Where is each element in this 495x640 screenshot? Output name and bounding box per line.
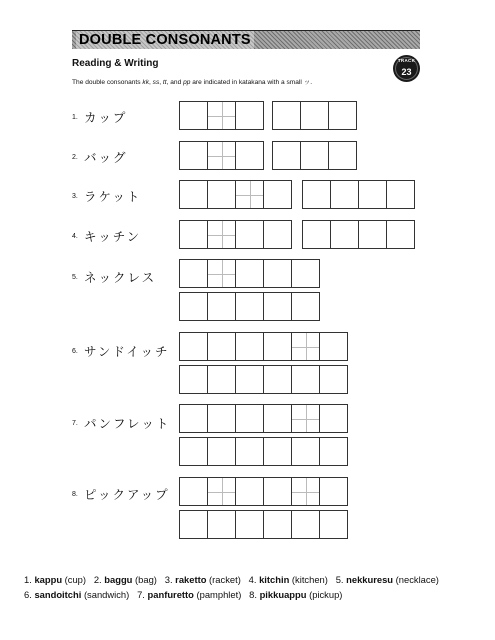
practice-item-5 [72,268,156,286]
writing-grid [179,292,319,321]
writing-grid [179,220,291,249]
writing-grid [179,101,263,130]
answer-romaji: baggu [104,574,133,585]
writing-grid [179,259,319,288]
item-number: 5. [72,273,78,281]
answer-romaji: pikkuappu [259,589,307,600]
answer-meaning: (bag) [135,574,157,585]
writing-box[interactable] [207,365,236,394]
practice-item-2 [72,148,128,166]
writing-box[interactable] [291,437,320,466]
item-katakana: パンフレット [84,416,171,431]
answer-number: 6. [24,589,32,600]
item-number: 3. [72,192,78,200]
writing-grid [179,365,347,394]
writing-box[interactable] [235,365,264,394]
writing-box[interactable] [179,332,208,361]
writing-box[interactable] [207,180,236,209]
writing-grid [179,477,347,506]
writing-box[interactable] [207,404,236,433]
writing-box[interactable] [300,141,329,170]
track-badge [393,55,420,82]
writing-box[interactable] [263,332,292,361]
writing-box[interactable] [179,101,208,130]
writing-grid [272,101,356,130]
writing-box[interactable] [207,101,236,130]
writing-box[interactable] [179,404,208,433]
writing-box[interactable] [328,101,357,130]
writing-box[interactable] [291,365,320,394]
answer-number: 1. [24,574,32,585]
answer-key [24,572,484,602]
writing-grid [179,510,347,539]
writing-box[interactable] [207,510,236,539]
writing-box[interactable] [235,292,264,321]
answer-line-2 [24,587,484,602]
writing-box[interactable] [179,437,208,466]
item-katakana: ラケット [84,189,142,204]
writing-box[interactable] [263,292,292,321]
writing-grid [272,141,356,170]
answer-meaning: (sandwich) [83,589,130,600]
item-katakana: カップ [84,110,128,125]
writing-box[interactable] [263,477,292,506]
writing-box[interactable] [330,180,359,209]
writing-box[interactable] [300,101,329,130]
writing-box[interactable] [207,437,236,466]
answer-number: 2. [93,574,102,585]
writing-box[interactable] [235,510,264,539]
practice-item-1 [72,108,127,126]
writing-box[interactable] [235,180,264,209]
writing-box[interactable] [358,180,387,209]
writing-box[interactable] [207,141,236,170]
writing-box[interactable] [207,220,236,249]
writing-grid [179,404,347,433]
writing-box[interactable] [235,101,264,130]
writing-grid [302,220,414,249]
writing-box[interactable] [263,510,292,539]
writing-box[interactable] [235,477,264,506]
item-katakana: サンドイッチ [84,344,170,359]
writing-box[interactable] [207,292,236,321]
answer-meaning: (pickup) [309,589,343,600]
writing-box[interactable] [291,332,320,361]
answer-romaji: raketto [175,574,207,585]
item-katakana: ピックアップ [84,487,170,502]
writing-box[interactable] [319,477,348,506]
writing-box[interactable] [358,220,387,249]
writing-box[interactable] [235,437,264,466]
writing-box[interactable] [179,141,208,170]
writing-grid [302,180,414,209]
answer-meaning: (necklace) [395,574,439,585]
writing-box[interactable] [179,180,208,209]
writing-box[interactable] [179,510,208,539]
writing-box[interactable] [207,477,236,506]
answer-meaning: (cup) [64,574,87,585]
answer-meaning: (pamphlet) [196,589,242,600]
writing-box[interactable] [179,292,208,321]
writing-box[interactable] [179,477,208,506]
writing-box[interactable] [207,259,236,288]
writing-grid [179,437,347,466]
answer-romaji: kitchin [259,574,290,585]
writing-box[interactable] [319,365,348,394]
answer-meaning: (kitchen) [291,574,328,585]
writing-box[interactable] [291,404,320,433]
writing-box[interactable] [263,365,292,394]
writing-box[interactable] [319,510,348,539]
answer-number: 8. [249,589,257,600]
track-number: 23 [401,67,412,77]
writing-box[interactable] [235,259,264,288]
section-title: Reading & Writing [72,58,159,69]
writing-box[interactable] [263,259,292,288]
writing-box[interactable] [263,437,292,466]
answer-romaji: sandoitchi [34,589,82,600]
writing-box[interactable] [179,365,208,394]
instruction-text: The double consonants kk, ss, tt, and pp are indicated in katakana with a small ッ. [72,79,313,86]
writing-box[interactable] [179,259,208,288]
answer-number: 4. [248,574,257,585]
writing-box[interactable] [263,180,292,209]
writing-box[interactable] [272,101,301,130]
practice-item-4 [72,227,141,245]
answer-romaji: kappu [34,574,63,585]
writing-box[interactable] [386,180,415,209]
writing-box[interactable] [319,332,348,361]
writing-box[interactable] [235,141,264,170]
writing-box[interactable] [319,437,348,466]
item-number: 2. [72,153,78,161]
item-number: 4. [72,232,78,240]
item-number: 7. [72,419,78,427]
writing-box[interactable] [302,220,331,249]
practice-item-3 [72,187,141,205]
writing-box[interactable] [291,259,320,288]
answer-romaji: nekkuresu [346,574,394,585]
writing-box[interactable] [263,220,292,249]
answer-number: 7. [137,589,145,600]
item-number: 8. [72,490,78,498]
practice-item-7 [72,414,170,432]
writing-box[interactable] [207,332,236,361]
writing-box[interactable] [291,477,320,506]
title-banner [72,30,420,49]
answer-number: 3. [164,574,173,585]
writing-box[interactable] [291,292,320,321]
writing-grid [179,141,263,170]
item-number: 6. [72,347,78,355]
writing-box[interactable] [235,404,264,433]
writing-box[interactable] [263,404,292,433]
page-title: DOUBLE CONSONANTS [76,31,254,49]
practice-item-6 [72,342,170,360]
writing-box[interactable] [235,332,264,361]
item-katakana: ネックレス [84,270,157,285]
writing-box[interactable] [179,220,208,249]
answer-meaning: (racket) [209,574,241,585]
answer-number: 5. [335,574,344,585]
writing-box[interactable] [328,141,357,170]
writing-box[interactable] [302,180,331,209]
writing-grid [179,332,347,361]
item-katakana: バッグ [84,150,128,165]
item-katakana: キッチン [84,229,142,244]
item-number: 1. [72,113,78,121]
answer-romaji: panfuretto [147,589,194,600]
practice-item-8 [72,485,170,503]
track-label: TRACK [397,58,416,63]
writing-box[interactable] [291,510,320,539]
writing-grid [179,180,291,209]
writing-box[interactable] [272,141,301,170]
writing-box[interactable] [235,220,264,249]
writing-box[interactable] [319,404,348,433]
answer-line-1 [24,572,484,587]
writing-box[interactable] [386,220,415,249]
writing-box[interactable] [330,220,359,249]
